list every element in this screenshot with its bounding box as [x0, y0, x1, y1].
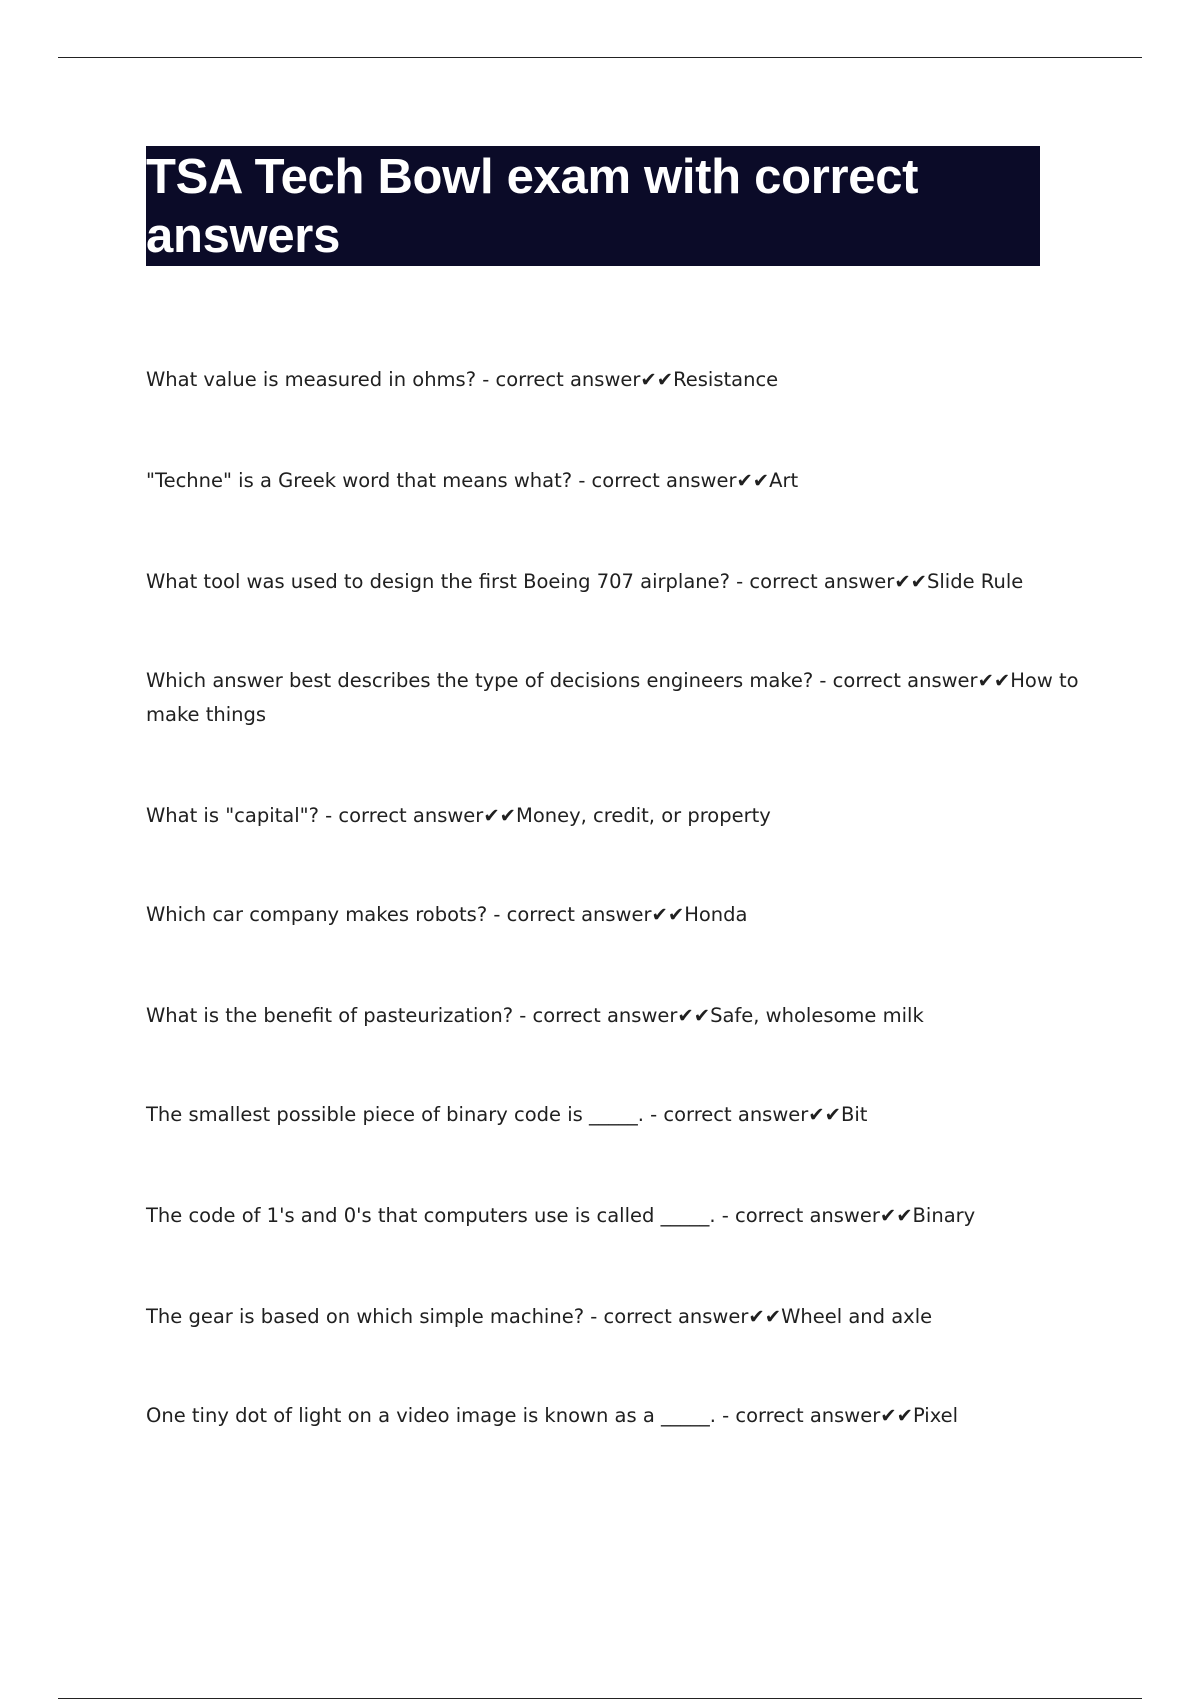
- document-title: TSA Tech Bowl exam with correct answers: [146, 150, 919, 263]
- qa-item-9: The code of 1's and 0's that computers use is called _____. - correct answer✔✔Binary: [146, 1204, 976, 1227]
- qa-item-1: What value is measured in ohms? - correct answer✔✔Resistance: [146, 368, 779, 391]
- qa-item-4: Which answer best describes the type of decisions engineers make? - correct answer✔✔How to make things: [146, 669, 1079, 726]
- qa-item-7: What is the benefit of pasteurization? - correct answer✔✔Safe, wholesome milk: [146, 1004, 924, 1027]
- top-divider: [58, 57, 1142, 58]
- qa-item-6: Which car company makes robots? - correct answer✔✔Honda: [146, 903, 748, 926]
- qa-item-10: The gear is based on which simple machine? - correct answer✔✔Wheel and axle: [146, 1305, 933, 1328]
- document-title-banner: [146, 146, 1040, 266]
- bottom-divider: [58, 1698, 1142, 1699]
- qa-item-2: "Techne" is a Greek word that means what? - correct answer✔✔Art: [146, 469, 799, 492]
- qa-item-11: One tiny dot of light on a video image is known as a _____. - correct answer✔✔Pixel: [146, 1404, 959, 1427]
- qa-item-3: What tool was used to design the first Boeing 707 airplane? - correct answer✔✔Slide Rule: [146, 570, 1024, 593]
- qa-item-5: What is "capital"? - correct answer✔✔Money, credit, or property: [146, 804, 771, 827]
- qa-item-8: The smallest possible piece of binary code is _____. - correct answer✔✔Bit: [146, 1103, 868, 1126]
